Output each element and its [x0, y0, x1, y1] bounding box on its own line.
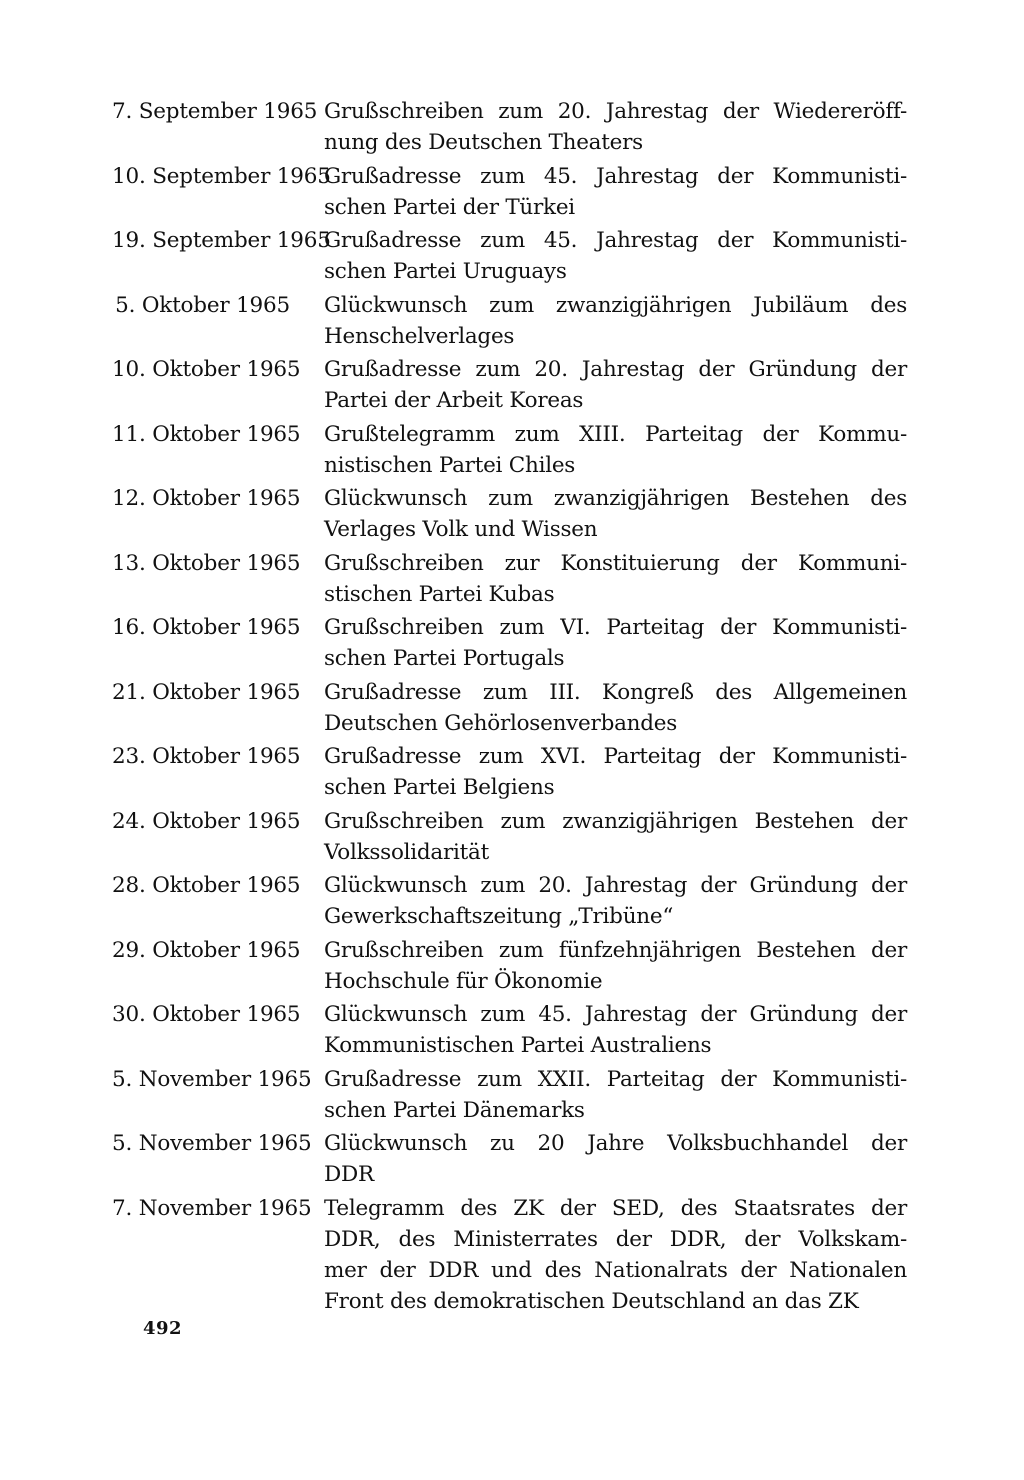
entry-description	[324, 96, 907, 158]
entry-description	[324, 870, 907, 932]
chronology-entry	[112, 677, 907, 739]
entry-description	[324, 419, 907, 481]
entry-description-line: Volkssolidarität	[324, 839, 489, 865]
entry-description-line: Kommunistischen Partei Australiens	[324, 1033, 712, 1058]
entry-date: 5. November 1965	[112, 1131, 312, 1156]
entry-description-line: schen Partei Uruguays	[324, 259, 567, 284]
entry-description-line: nung des Deutschen Theaters	[324, 130, 643, 155]
entry-date: 21. Oktober 1965	[112, 679, 301, 705]
chronology-entry	[112, 419, 907, 481]
chronology-entry	[112, 161, 907, 223]
entry-date: 10. September 1965	[112, 163, 331, 189]
entry-description-line: schen Partei Portugals	[324, 646, 565, 671]
chronology-entry	[112, 548, 907, 610]
entry-description-line: stischen Partei Kubas	[324, 581, 555, 607]
entry-date: 7. September 1965	[112, 99, 318, 124]
chronology-entry	[112, 96, 907, 158]
entry-description	[324, 354, 907, 416]
chronology-entry	[112, 999, 907, 1061]
chronology-entry	[112, 354, 907, 416]
entry-description-line: Grußschreiben zum 20. Jahrestag der Wiedereröff-	[324, 99, 907, 124]
entry-date: 16. Oktober 1965	[112, 615, 301, 640]
entry-description-line: Grußadresse zum III. Kongreß des Allgemeinen	[324, 679, 907, 705]
entry-description-line: Telegramm des ZK der SED, des Staatsrates der	[324, 1195, 907, 1221]
chronology-entry	[112, 870, 907, 932]
chronology-entry	[112, 806, 907, 868]
entry-description	[324, 1193, 907, 1317]
entry-description-line: Hochschule für Ökonomie	[324, 968, 603, 994]
entry-description	[324, 548, 907, 610]
entry-description-line: Grußschreiben zum zwanzigjährigen Bestehen der	[324, 808, 907, 834]
entry-description	[324, 161, 907, 223]
entry-description	[324, 1128, 907, 1190]
entry-description	[324, 677, 907, 739]
entry-description-line: Glückwunsch zum zwanzigjährigen Bestehen des	[324, 486, 907, 511]
entry-description-line: Glückwunsch zum 20. Jahrestag der Gründung der	[324, 873, 907, 898]
page-number: 492	[143, 1318, 183, 1339]
entry-description-line: Grußtelegramm zum XIII. Parteitag der Kommu-	[324, 421, 907, 447]
entry-description	[324, 806, 907, 868]
entry-description-line: Glückwunsch zum 45. Jahrestag der Gründung der	[324, 1002, 907, 1027]
entry-description-line: Partei der Arbeit Koreas	[324, 388, 584, 413]
entry-description-line: Grußadresse zum XVI. Parteitag der Kommunisti-	[324, 744, 907, 769]
entry-date: 24. Oktober 1965	[112, 808, 301, 834]
entry-description-line: Verlages Volk und Wissen	[324, 517, 598, 542]
chronology-entry	[112, 612, 907, 674]
entry-date: 7. November 1965	[112, 1195, 312, 1221]
entry-description-line: Henschelverlages	[324, 323, 515, 349]
entry-description	[324, 935, 907, 997]
entry-description-line: DDR	[324, 1162, 374, 1187]
chronology-entry	[112, 1128, 907, 1190]
chronology-entry	[112, 1193, 907, 1317]
entry-description-line: Front des demokratischen Deutschland an das ZK	[324, 1288, 859, 1314]
entry-description-line: mer der DDR und des Nationalrats der Nationalen	[324, 1257, 907, 1283]
entry-description	[324, 612, 907, 674]
chronology-entry	[112, 483, 907, 545]
entry-description-line: nistischen Partei Chiles	[324, 452, 576, 478]
chronology-entry	[112, 290, 907, 352]
entry-description-line: Glückwunsch zum zwanzigjährigen Jubiläum des	[324, 292, 907, 318]
chronology-list	[112, 96, 907, 1319]
entry-description-line: Grußschreiben zum fünfzehnjährigen Bestehen der	[324, 937, 907, 963]
entry-description-line: Grußschreiben zum VI. Parteitag der Kommunisti-	[324, 615, 907, 640]
entry-date: 12. Oktober 1965	[112, 486, 301, 511]
entry-description-line: Grußadresse zum 20. Jahrestag der Gründung der	[324, 357, 907, 382]
entry-description	[324, 741, 907, 803]
entry-description	[324, 1064, 907, 1126]
entry-description-line: schen Partei der Türkei	[324, 194, 575, 220]
entry-date: 23. Oktober 1965	[112, 744, 301, 769]
entry-date: 30. Oktober 1965	[112, 1002, 301, 1027]
entry-date: 5. Oktober 1965	[115, 292, 290, 318]
entry-date: 19. September 1965	[112, 228, 331, 253]
entry-date: 11. Oktober 1965	[112, 421, 301, 447]
entry-description-line: Gewerkschaftszeitung „Tribüne“	[324, 904, 674, 929]
entry-description-line: Grußadresse zum 45. Jahrestag der Kommunisti-	[324, 163, 907, 189]
entry-description-line: Grußschreiben zur Konstituierung der Kommuni-	[324, 550, 907, 576]
chronology-entry	[112, 741, 907, 803]
entry-date: 28. Oktober 1965	[112, 873, 301, 898]
entry-description-line: DDR, des Ministerrates der DDR, der Volkskam-	[324, 1226, 907, 1252]
entry-description	[324, 290, 907, 352]
chronology-entry	[112, 935, 907, 997]
entry-date: 29. Oktober 1965	[112, 937, 301, 963]
entry-description	[324, 999, 907, 1061]
entry-date: 5. November 1965	[112, 1066, 312, 1092]
entry-date: 10. Oktober 1965	[112, 357, 301, 382]
entry-date: 13. Oktober 1965	[112, 550, 301, 576]
entry-description-line: Glückwunsch zu 20 Jahre Volksbuchhandel der	[324, 1131, 907, 1156]
chronology-entry	[112, 1064, 907, 1126]
chronology-entry	[112, 225, 907, 287]
entry-description-line: Grußadresse zum 45. Jahrestag der Kommunisti-	[324, 228, 907, 253]
entry-description-line: Grußadresse zum XXII. Parteitag der Kommunisti-	[324, 1066, 907, 1092]
entry-description	[324, 483, 907, 545]
entry-description	[324, 225, 907, 287]
entry-description-line: schen Partei Dänemarks	[324, 1097, 585, 1123]
entry-description-line: Deutschen Gehörlosenverbandes	[324, 710, 678, 736]
entry-description-line: schen Partei Belgiens	[324, 775, 555, 800]
